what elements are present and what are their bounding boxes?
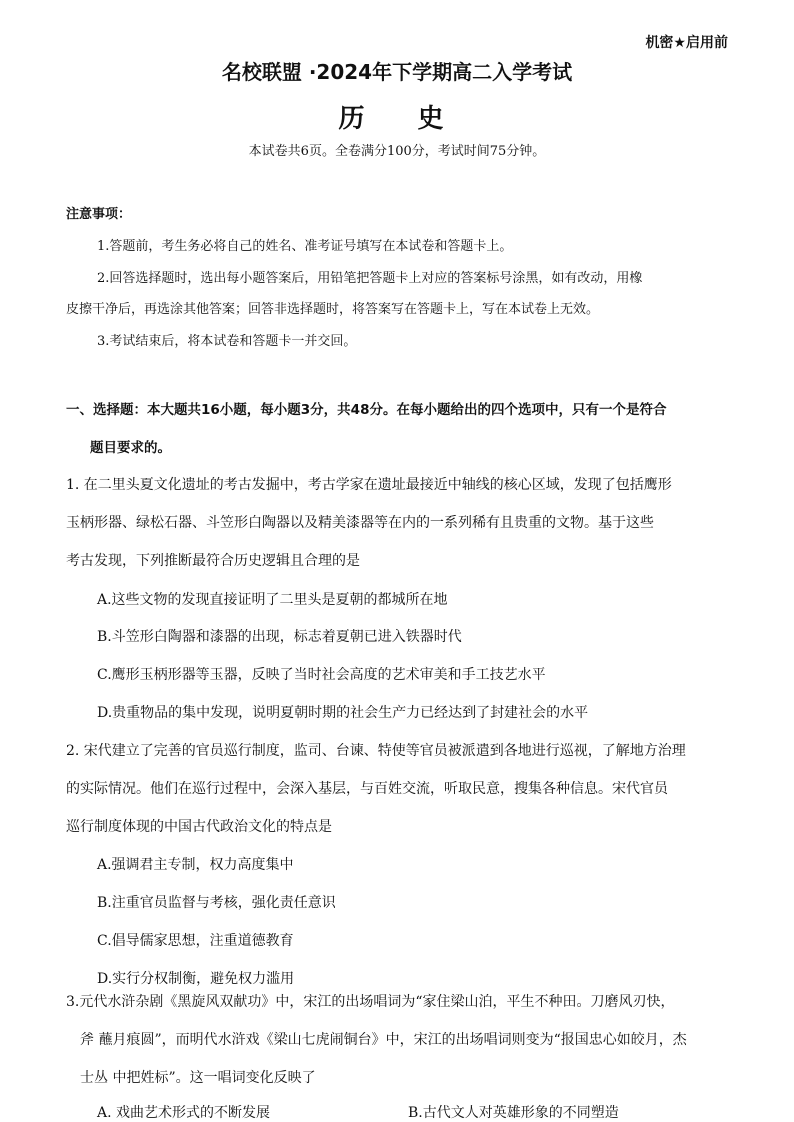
confidential-label: 机密★启用前: [645, 35, 728, 51]
q2-option-b: B.注重官员监督与考核，强化责任意识: [97, 895, 336, 911]
q3-stem-line-2: 斧 蘸月痕圆”，而明代水浒戏《梁山七虎闹铜台》中，宋江的出场唱词则变为“报国忠心如皎月，杰: [80, 1032, 687, 1048]
q2-option-c: C.倡导儒家思想，注重道德教育: [97, 933, 294, 949]
q2-stem-line-1: 2. 宋代建立了完善的官员巡行制度，监司、台谏、特使等官员被派遣到各地进行巡视，了解地方治理: [66, 743, 686, 759]
q2-stem-line-3: 巡行制度体现的中国古代政治文化的特点是: [66, 819, 332, 835]
q2-option-a: A.强调君主专制，权力高度集中: [97, 857, 294, 873]
q1-option-b: B.斗笠形白陶器和漆器的出现，标志着夏朝已进入铁器时代: [97, 629, 462, 645]
q2-option-d: D.实行分权制衡，避免权力滥用: [97, 971, 295, 987]
exam-title: 名校联盟 ·2024年下学期高二入学考试: [221, 60, 573, 84]
q1-option-d: D.贵重物品的集中发现，说明夏朝时期的社会生产力已经达到了封建社会的水平: [97, 705, 589, 721]
q1-stem-line-2: 玉柄形器、绿松石器、斗笠形白陶器以及精美漆器等在内的一系列稀有且贵重的文物。基于这些: [66, 515, 654, 531]
note-item-3: 3.考试结束后，将本试卷和答题卡一并交回。: [97, 334, 357, 349]
exam-info: 本试卷共6页。全卷满分100分，考试时间75分钟。: [248, 144, 546, 159]
q1-option-c: C.鹰形玉柄形器等玉器，反映了当时社会高度的艺术审美和手工技艺水平: [97, 667, 546, 683]
q2-stem-line-2: 的实际情况。他们在巡行过程中，会深入基层，与百姓交流，听取民意，搜集各种信息。宋代官员: [66, 781, 668, 797]
note-item-2-line-2: 皮擦干净后，再选涂其他答案；回答非选择题时，将答案写在答题卡上，写在本试卷上无效。: [66, 302, 600, 317]
subject-title: 历 史: [338, 104, 466, 134]
notes-heading: 注意事项：: [66, 207, 132, 222]
q1-option-a: A.这些文物的发现直接证明了二里头是夏朝的都城所在地: [97, 592, 448, 608]
q3-stem-line-3: 士丛 中把姓标”。这一唱词变化反映了: [80, 1070, 316, 1086]
section-heading-line-1: 一、选择题：本大题共16小题，每小题3分，共48分。在每小题给出的四个选项中，只有一个是符合: [66, 402, 667, 418]
q1-stem-line-1: 1. 在二里头夏文化遗址的考古发掘中，考古学家在遗址最接近中轴线的核心区域，发现了包括鹰形: [66, 477, 672, 493]
q1-stem-line-3: 考古发现，下列推断最符合历史逻辑且合理的是: [66, 553, 360, 569]
note-item-1: 1.答题前，考生务必将自己的姓名、准考证号填写在本试卷和答题卡上。: [97, 239, 513, 254]
q3-option-a: A. 戏曲艺术形式的不断发展: [97, 1105, 271, 1121]
q3-stem-line-1: 3.元代水浒杂剧《黑旋风双献功》中，宋江的出场唱词为“家住梁山泊，平生不种田。刀磨风刃快，: [66, 994, 675, 1010]
q3-option-b: B.古代文人对英雄形象的不同塑造: [408, 1105, 619, 1121]
note-item-2-line-1: 2.回答选择题时，选出每小题答案后，用铅笔把答题卡上对应的答案标号涂黑，如有改动，用橡: [97, 271, 643, 286]
section-heading-line-2: 题目要求的。: [90, 440, 171, 456]
